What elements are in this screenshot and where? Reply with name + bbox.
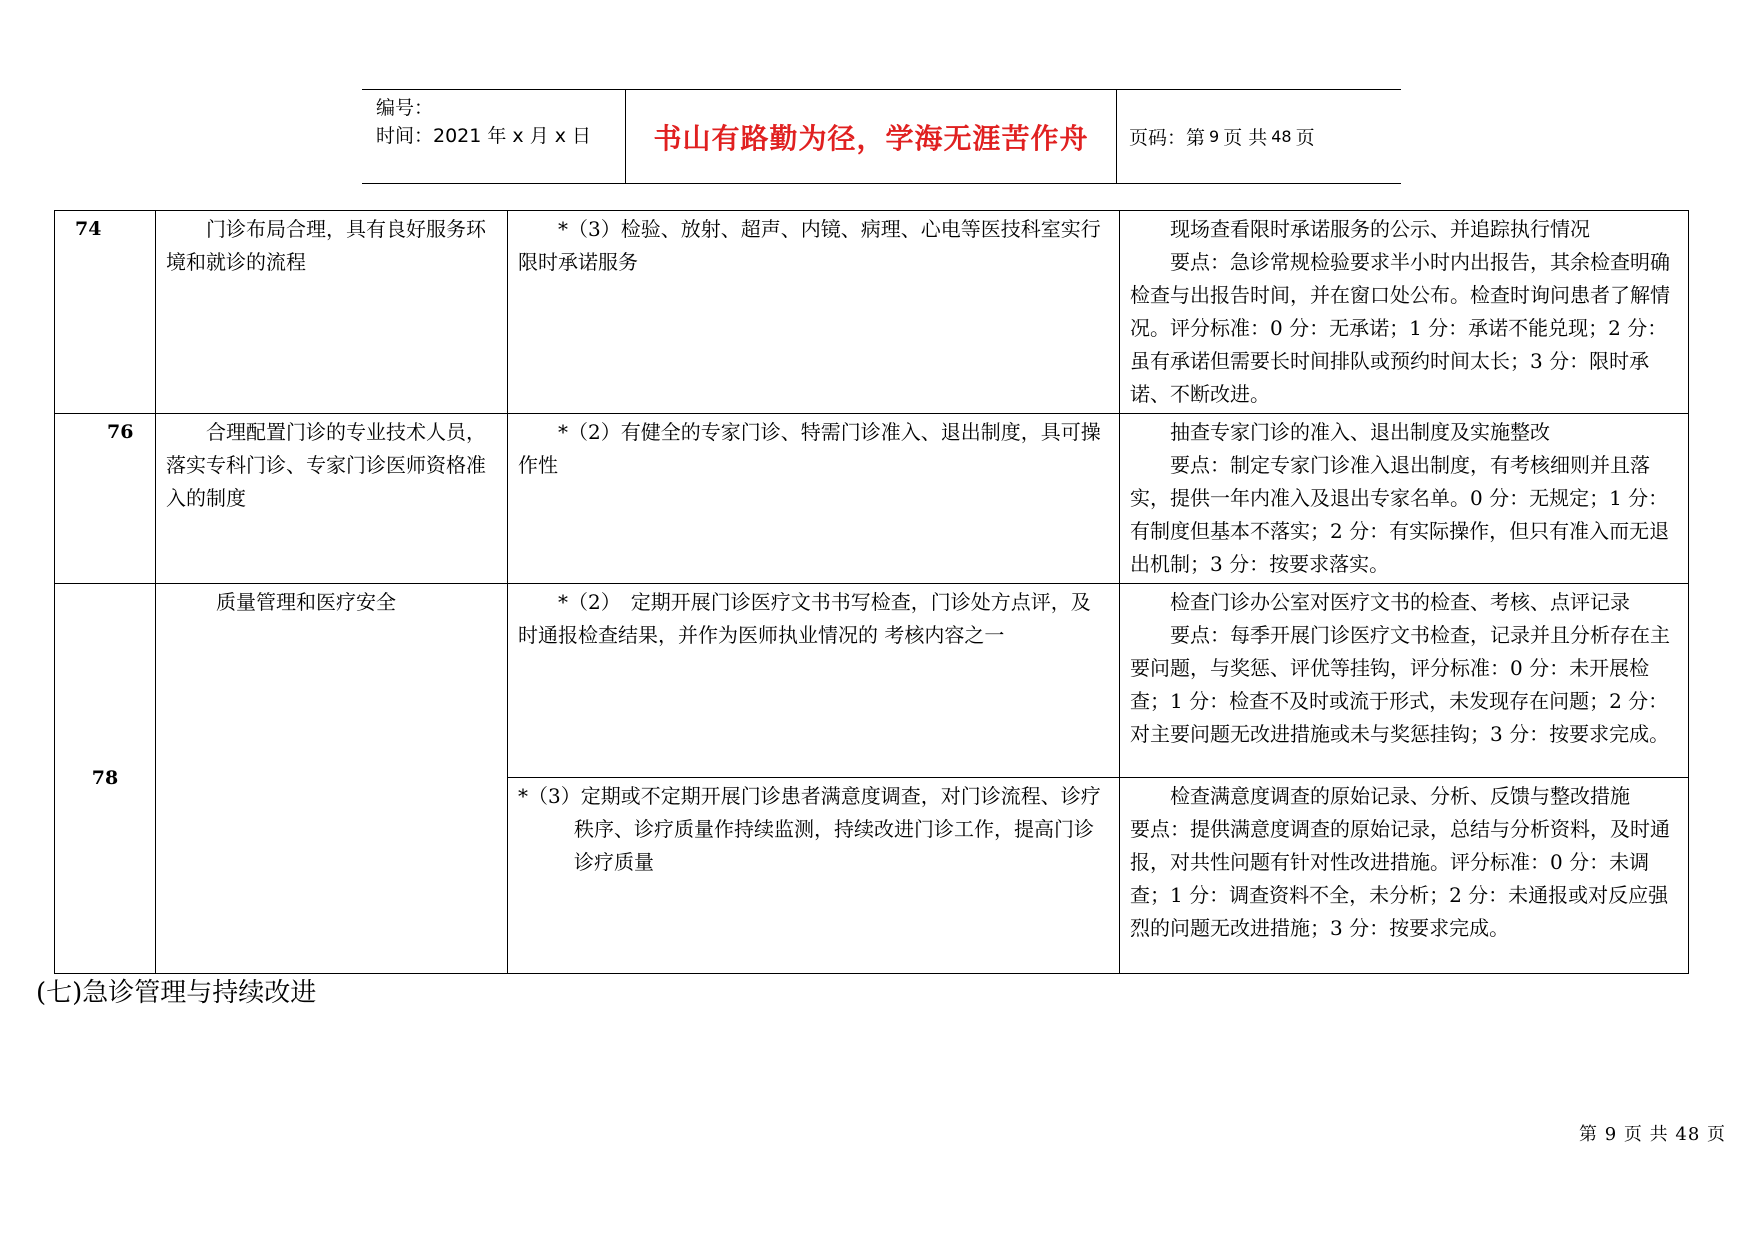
document-number-label: 编号： — [376, 97, 434, 119]
method-title: 抽查专家门诊的准入、退出制度及实施整改 — [1170, 420, 1550, 444]
method-points: 要点：每季开展门诊医疗文书检查，记录并且分析存在主要问题，与奖惩、评优等挂钩，评分标准：0 分：未开展检查；1 分：检查不及时或流于形式，未发现存在问题；2 分：对主要问题无改进措施或未与奖惩挂钩；3 分：按要求完成。 — [1130, 623, 1670, 746]
document-date: 时间：2021 年 x 月 x 日 — [376, 125, 592, 147]
row-item: 合理配置门诊的专业技术人员，落实专科门诊、专家门诊医师资格准入的制度 — [156, 414, 508, 584]
page-prefix: 页码：第 — [1129, 127, 1206, 149]
page-mid: 页 共 — [1223, 127, 1268, 149]
row-number: 78 — [55, 584, 156, 974]
method-title: 检查满意度调查的原始记录、分析、反馈与整改措施 — [1170, 784, 1630, 808]
row-number: 74 — [55, 211, 156, 414]
method-title: 现场查看限时承诺服务的公示、并追踪执行情况 — [1170, 217, 1590, 241]
row-standard: *（3）检验、放射、超声、内镜、病理、心电等医技科室实行限时承诺服务 — [508, 211, 1120, 414]
header-meta — [362, 90, 626, 183]
page-header — [362, 89, 1401, 184]
row-method — [1120, 414, 1689, 584]
row-method — [1120, 584, 1689, 778]
section-title: (七)急诊管理与持续改进 — [36, 978, 317, 1008]
row-standard: *（3）定期或不定期开展门诊患者满意度调查，对门诊流程、诊疗秩序、诊疗质量作持续监测，持续改进门诊工作，提高门诊诊疗质量 — [508, 778, 1120, 974]
table-row — [55, 211, 1689, 414]
page-footer: 第 9 页 共 48 页 — [1579, 1124, 1726, 1145]
header-motto: 书山有路勤为径，学海无涯苦作舟 — [626, 90, 1117, 183]
evaluation-table — [54, 210, 1689, 974]
method-points: 要点：制定专家门诊准入退出制度，有考核细则并且落实，提供一年内准入及退出专家名单。0 分：无规定；1 分：有制度但基本不落实；2 分：有实际操作，但只有准入而无退出机制；3 分：按要求落实。 — [1130, 453, 1670, 576]
row-item: 门诊布局合理，具有良好服务环境和就诊的流程 — [156, 211, 508, 414]
method-points: 要点：提供满意度调查的原始记录，总结与分析资料，及时通报，对共性问题有针对性改进措施。评分标准：0 分：未调查；1 分：调查资料不全，未分析；2 分：未通报或对反应强烈的问题无改进措施；3 分：按要求完成。 — [1130, 817, 1670, 940]
method-points: 要点：急诊常规检验要求半小时内出报告，其余检查明确检查与出报告时间，并在窗口处公布。检查时询问患者了解情况。评分标准：0 分：无承诺；1 分：承诺不能兑现；2 分：虽有承诺但需要长时间排队或预约时间太长；3 分：限时承诺、不断改进。 — [1130, 250, 1670, 406]
header-page-info — [1117, 90, 1401, 183]
row-method — [1120, 778, 1689, 974]
row-standard: *（2） 定期开展门诊医疗文书书写检查，门诊处方点评，及时通报检查结果，并作为医师执业情况的 考核内容之一 — [508, 584, 1120, 778]
page-current: 9 — [1209, 127, 1220, 146]
page-total: 48 — [1271, 127, 1292, 146]
table-row — [55, 584, 1689, 778]
method-title: 检查门诊办公室对医疗文书的检查、考核、点评记录 — [1170, 590, 1630, 614]
row-standard: *（2）有健全的专家门诊、特需门诊准入、退出制度，具可操作性 — [508, 414, 1120, 584]
page-suffix: 页 — [1295, 127, 1315, 149]
row-method — [1120, 211, 1689, 414]
row-number: 76 — [55, 414, 156, 584]
table-row — [55, 414, 1689, 584]
row-item: 质量管理和医疗安全 — [156, 584, 508, 974]
